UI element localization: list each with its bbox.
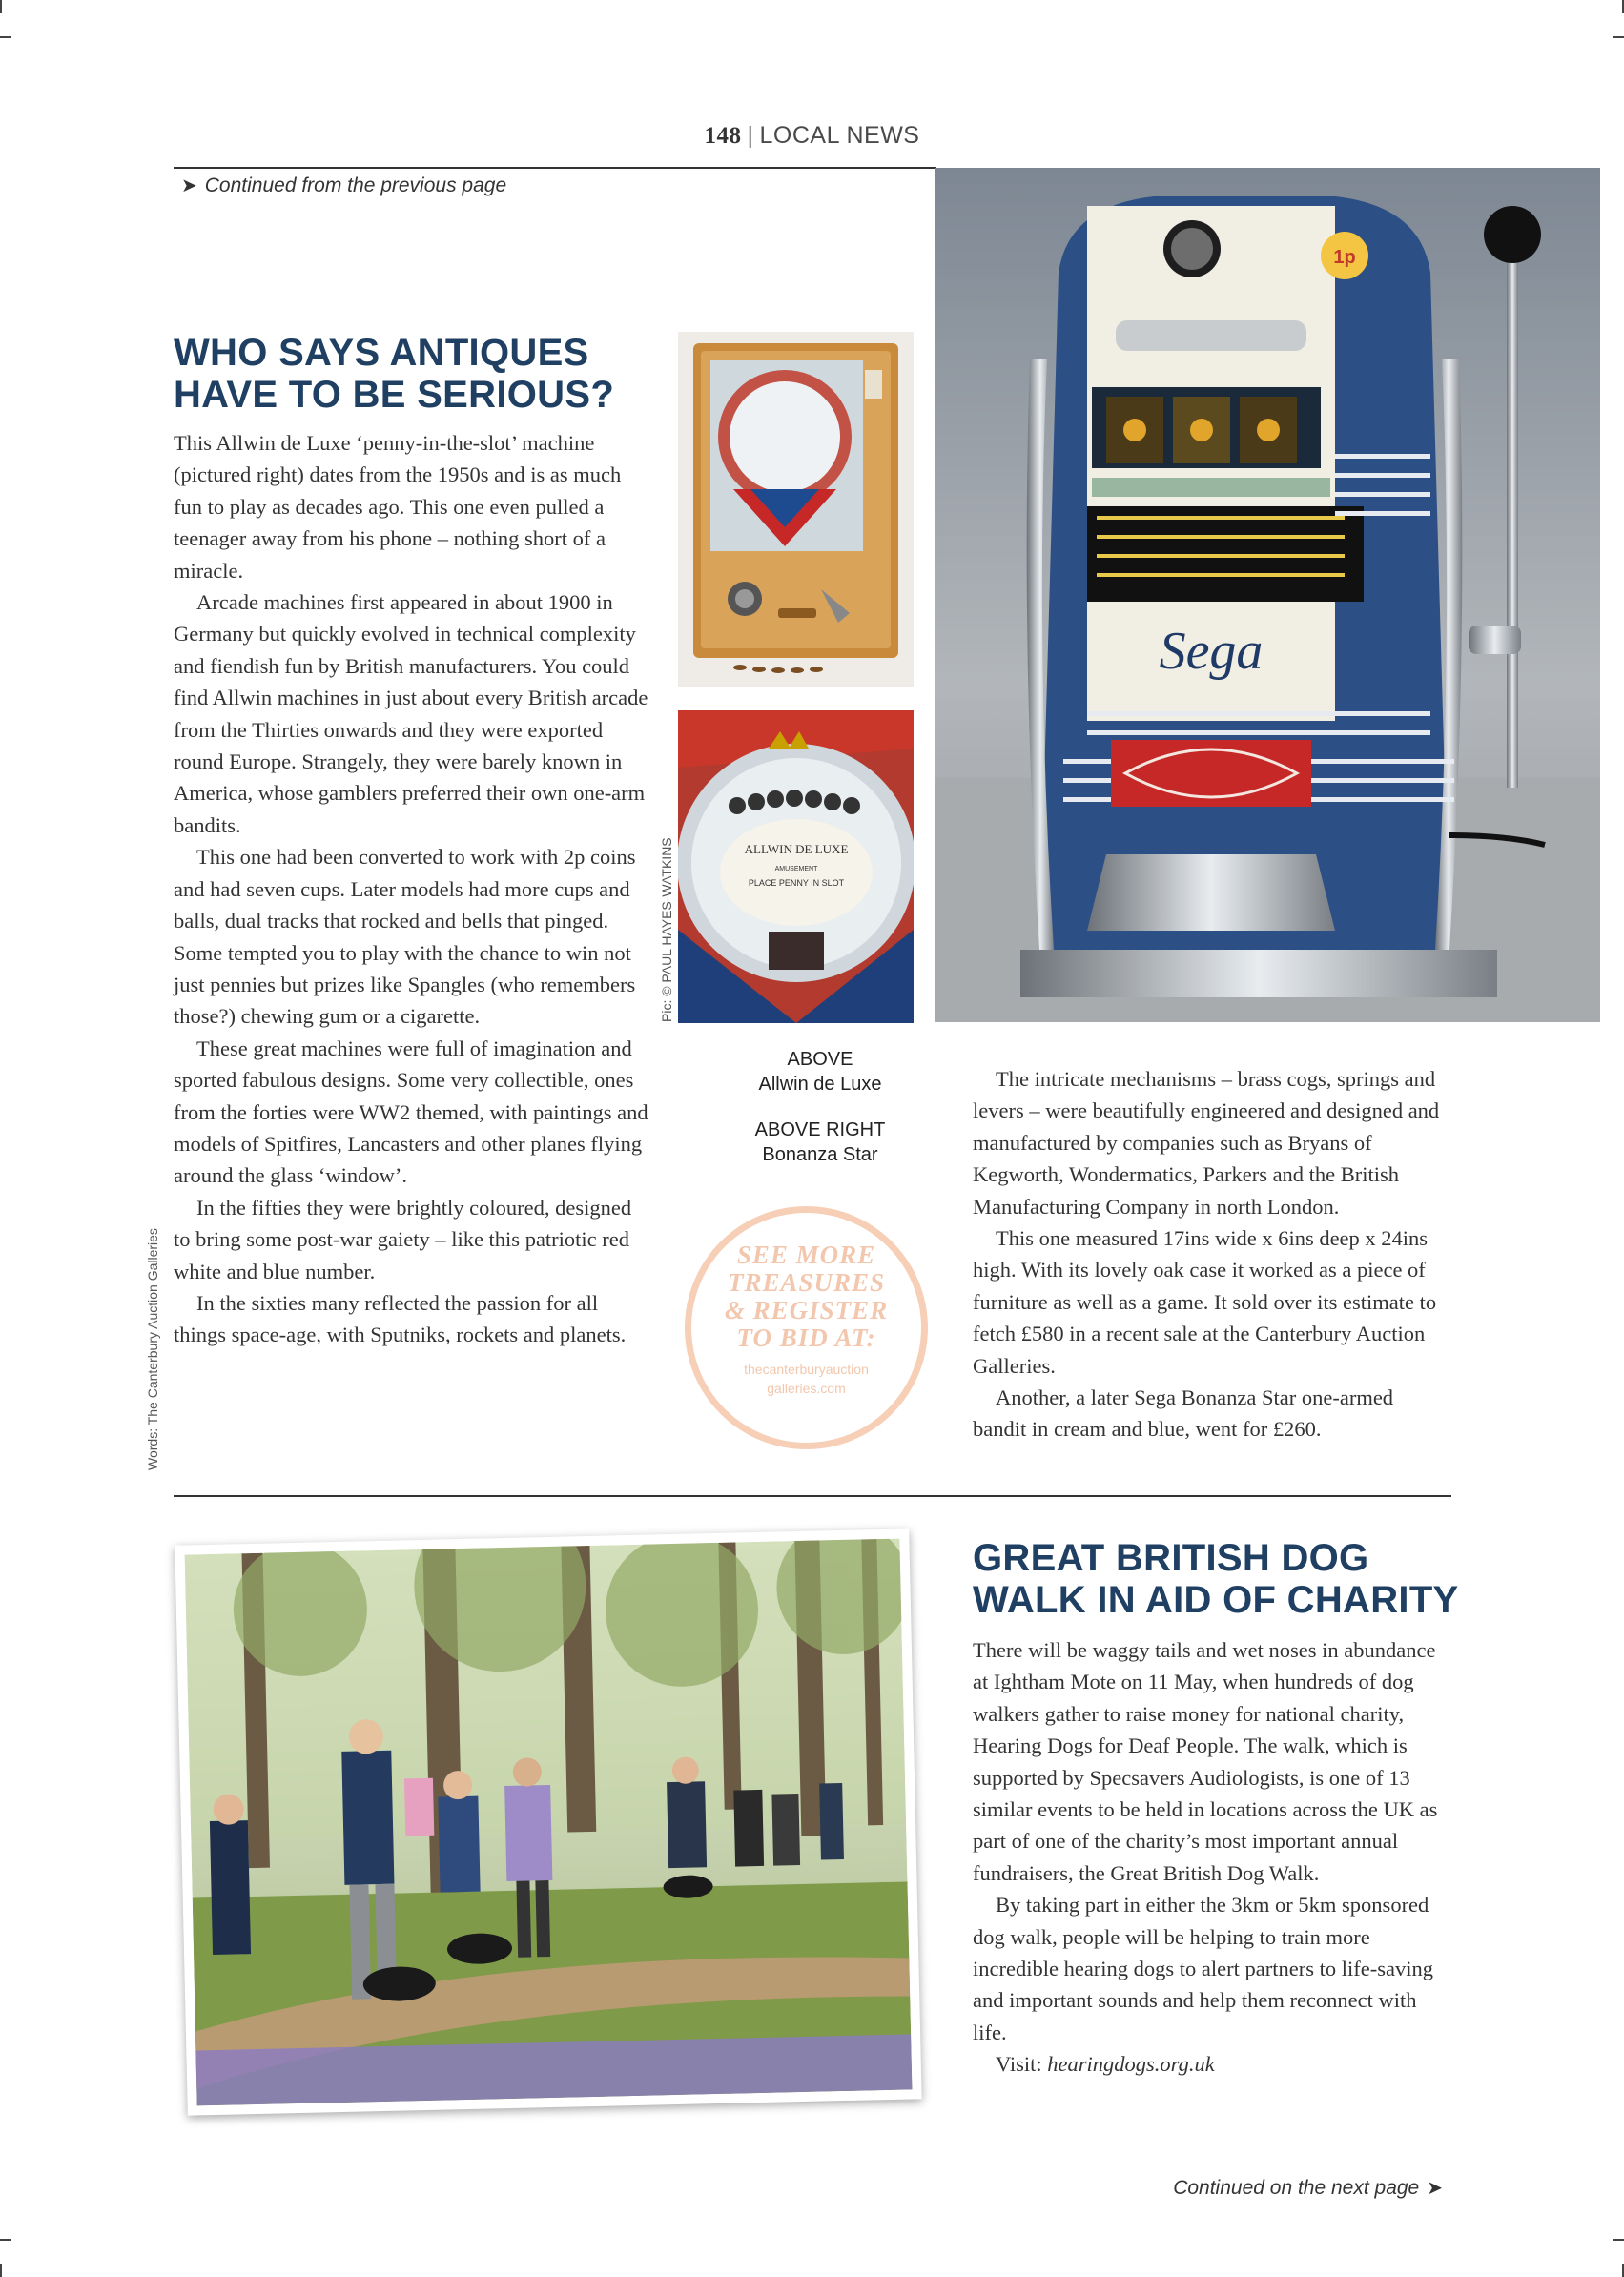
crop-mark xyxy=(0,2264,2,2277)
caption-above-text: Allwin de Luxe xyxy=(758,1074,882,1095)
stamp-line-4: TO BID AT: xyxy=(736,1323,876,1352)
pic-credit: Pic: © PAUL HAYES-WATKINS xyxy=(659,837,674,1022)
crop-mark xyxy=(0,36,11,38)
paragraph: Arcade machines first appeared in about 1900 in Germany but quickly evolved in technical complexity and fiendish fun by British manufacturers. You could find Allwin machines in just about every British arcade from the Thirties onwards and they were exported round Europe. Strangely, they were barely known in America, whose gamblers preferred their own one-arm bandits. xyxy=(174,590,648,837)
article-headline xyxy=(174,332,614,416)
crop-mark xyxy=(1613,36,1624,38)
allwin-machine-illustration xyxy=(678,332,914,687)
article2-column xyxy=(973,1634,1449,2081)
caption-above-label: ABOVE xyxy=(787,1049,853,1070)
paragraph: In the sixties many reflected the passion for all things space-age, with Sputniks, rockets and planets. xyxy=(174,1290,627,1347)
caption-right-text: Bonanza Star xyxy=(762,1144,878,1165)
allwin-closeup-illustration xyxy=(678,710,914,1023)
headline-line-1: GREAT BRITISH DOG xyxy=(973,1537,1369,1579)
stamp-line-3: & REGISTER xyxy=(724,1296,889,1324)
continued-from: ➤ Continued from the previous page xyxy=(181,174,507,196)
headline-line-2: HAVE TO BE SERIOUS? xyxy=(174,374,615,416)
machine-face-subtitle: AMUSEMENT xyxy=(774,866,818,872)
visit-link[interactable]: hearingdogs.org.uk xyxy=(1047,2052,1215,2077)
continued-next: Continued on the next page ➤ xyxy=(1173,2177,1443,2199)
dog-walk-photo-frame xyxy=(175,1528,921,2115)
crop-mark xyxy=(0,0,2,13)
section-title: LOCAL NEWS xyxy=(759,122,920,149)
caption-above-right xyxy=(677,1118,963,1167)
article-column-right xyxy=(973,1063,1449,1446)
page-number: 148 xyxy=(704,123,742,149)
paragraph: This one had been converted to work with 2p coins and had seven cups. Later models had more cups and balls, dual tracks that rocked and bells that pinged. Some tempted you to play with the chance to win not just pennies but prizes like Spangles (who remembers those?) chewing gum or a cigarette. xyxy=(174,845,636,1029)
section-divider xyxy=(174,1495,1451,1497)
paragraph: This one measured 17ins wide x 6ins deep x 24ins high. With its lovely oak case it worked as a piece of furniture as well as a game. It sold over its estimate to fetch £580 in a recent sale at the Canterbury Auction Galleries. xyxy=(973,1226,1437,1378)
visit-label: Visit: xyxy=(996,2052,1042,2077)
machine-face-title: ALLWIN DE LUXE xyxy=(744,842,849,856)
headline-line-2: WALK IN AID OF CHARITY xyxy=(973,1579,1459,1621)
visit-line xyxy=(973,2048,1449,2080)
sega-logo: Sega xyxy=(1159,622,1264,681)
paragraph: There will be waggy tails and wet noses in abundance at Ightham Mote on 11 May, when hundreds of dog walkers gather to raise money for national charity, Hearing Dogs for Deaf People. The walk, which is supported by Specsavers Audiologists, is one of 13 similar events to be held in locations across the UK as part of one of the charity’s most important annual fundraisers, the Great British Dog Walk. xyxy=(973,1638,1438,1885)
stamp-line-2: TREASURES xyxy=(727,1268,886,1297)
paragraph: In the fifties they were brightly coloured, designed to bring some post-war gaiety – like this patriotic red white and blue number. xyxy=(174,1195,632,1283)
headline-line-1: WHO SAYS ANTIQUES xyxy=(174,332,589,374)
paragraph: The intricate mechanisms – brass cogs, springs and levers – were beautifully engineered and designed and manufactured by companies such as Bryans of Kegworth, Wondermatics, Parkers and the British Manufacturing Company in north London. xyxy=(973,1067,1440,1219)
header-separator: | xyxy=(747,122,754,149)
caption-right-label: ABOVE RIGHT xyxy=(754,1119,886,1140)
arrow-right-icon: ➤ xyxy=(1427,2178,1443,2199)
stamp-line-1: SEE MORE xyxy=(736,1241,876,1269)
dog-walk-photo xyxy=(185,1539,913,2106)
machine-face-instruction: PLACE PENNY IN SLOT xyxy=(748,878,845,888)
promo-stamp[interactable] xyxy=(685,1206,928,1449)
page-header xyxy=(0,122,1624,150)
crop-mark xyxy=(0,2239,11,2241)
arrow-right-icon: ➤ xyxy=(181,175,197,196)
allwin-machine-photo xyxy=(678,332,914,687)
crop-mark xyxy=(1613,2239,1624,2241)
words-credit: Words: The Canterbury Auction Galleries xyxy=(145,1228,160,1470)
article2-headline xyxy=(973,1537,1459,1621)
paragraph: This Allwin de Luxe ‘penny-in-the-slot’ machine (pictured right) dates from the 1950s and is as much fun to play as decades ago. This one even pulled a teenager away from his phone – nothing short of a miracle. xyxy=(174,431,622,583)
caption-above xyxy=(677,1047,963,1097)
paragraph: Another, a later Sega Bonanza Star one-armed bandit in cream and blue, went for £260. xyxy=(973,1385,1394,1442)
article-column-left xyxy=(174,427,650,1351)
allwin-closeup-photo xyxy=(678,710,914,1023)
top-rule xyxy=(174,167,936,169)
sega-machine-illustration xyxy=(935,168,1600,1022)
stamp-url[interactable]: thecanterburyauction galleries.com xyxy=(744,1362,869,1396)
paragraph: By taking part in either the 3km or 5km sponsored dog walk, people will be helping to train more incredible hearing dogs to alert partners to life-saving and important sounds and help them reconnect with life. xyxy=(973,1893,1433,2044)
paragraph: These great machines were full of imagination and sported fabulous designs. Some very collectible, ones from the forties were WW2 themed, with paintings and models of Spitfires, Lancasters and other planes flying around the glass ‘window’. xyxy=(174,1036,648,1188)
coin-badge-label: 1p xyxy=(1333,247,1356,268)
sega-bonanza-star-photo xyxy=(935,168,1600,1022)
